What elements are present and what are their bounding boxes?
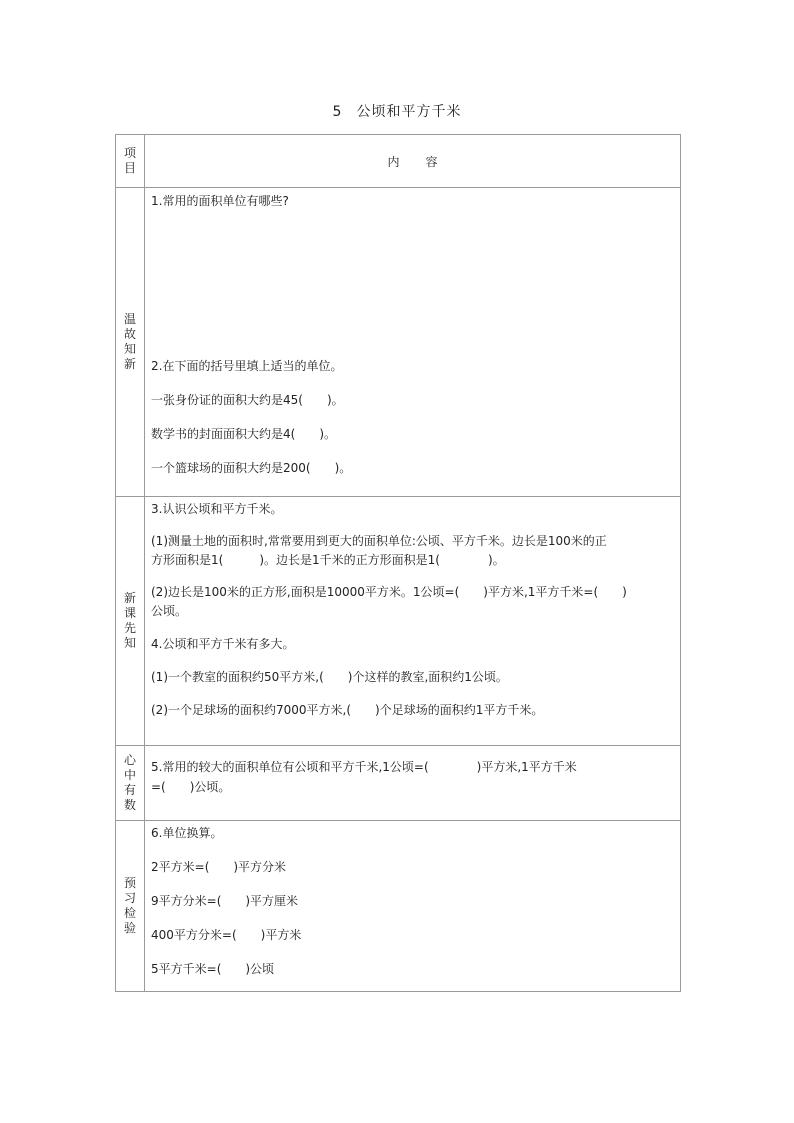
section-check [116,821,681,992]
question-3-1: (1)测量土地的面积时,常常要用到更大的面积单位:公顷、平方千米。边长是100米的正 [151,534,607,548]
question-2: 2.在下面的括号里填上适当的单位。 [151,359,343,373]
question-4: 4.公顷和平方千米有多大。 [151,637,295,651]
section-label-check: 预习检验 [116,821,145,992]
question-2-item: 一张身份证的面积大约是45( )。 [151,393,344,407]
question-3-1-cont: 方形面积是1( )。边长是1千米的正方形面积是1( )。 [151,553,505,567]
section-summary [116,746,681,821]
lesson-number: 5 [332,104,343,120]
question-5-cont: =( )公顷。 [151,780,231,794]
header-content: 内 容 [145,135,681,188]
section-newlesson [116,497,681,746]
question-4-1: (1)一个教室的面积约50平方米,( )个这样的教室,面积约1公顷。 [151,670,508,684]
question-1: 1.常用的面积单位有哪些? [151,194,289,208]
section-check-content [145,821,681,992]
header-item: 项目 [116,135,145,188]
conversion-item: 5平方千米=( )公顷 [151,962,275,976]
section-review [116,188,681,497]
question-2-item: 一个篮球场的面积大约是200( )。 [151,461,352,475]
lesson-title: 公顷和平方千米 [356,104,462,120]
question-3-2-cont: 公顷。 [151,604,188,618]
question-4-2: (2)一个足球场的面积约7000平方米,( )个足球场的面积约1平方千米。 [151,703,544,717]
conversion-item: 9平方分米=( )平方厘米 [151,894,299,908]
section-summary-content [145,746,681,821]
question-6: 6.单位换算。 [151,826,223,840]
question-5: 5.常用的较大的面积单位有公顷和平方千米,1公顷=( )平方米,1平方千米 [151,760,577,774]
section-label-summary: 心中有数 [116,746,145,821]
question-2-item: 数学书的封面面积大约是4( )。 [151,427,336,441]
conversion-item: 2平方米=( )平方分米 [151,860,287,874]
section-newlesson-content [145,497,681,746]
page-title [0,101,794,121]
section-label-newlesson: 新课先知 [116,497,145,746]
section-review-content [145,188,681,497]
header-row [116,135,681,188]
worksheet-table [115,134,681,992]
conversion-item: 400平方分米=( )平方米 [151,928,302,942]
section-label-review: 温故知新 [116,188,145,497]
question-3: 3.认识公顷和平方千米。 [151,502,283,516]
question-3-2: (2)边长是100米的正方形,面积是10000平方米。1公顷=( )平方米,1平方千米=( ) [151,585,627,599]
